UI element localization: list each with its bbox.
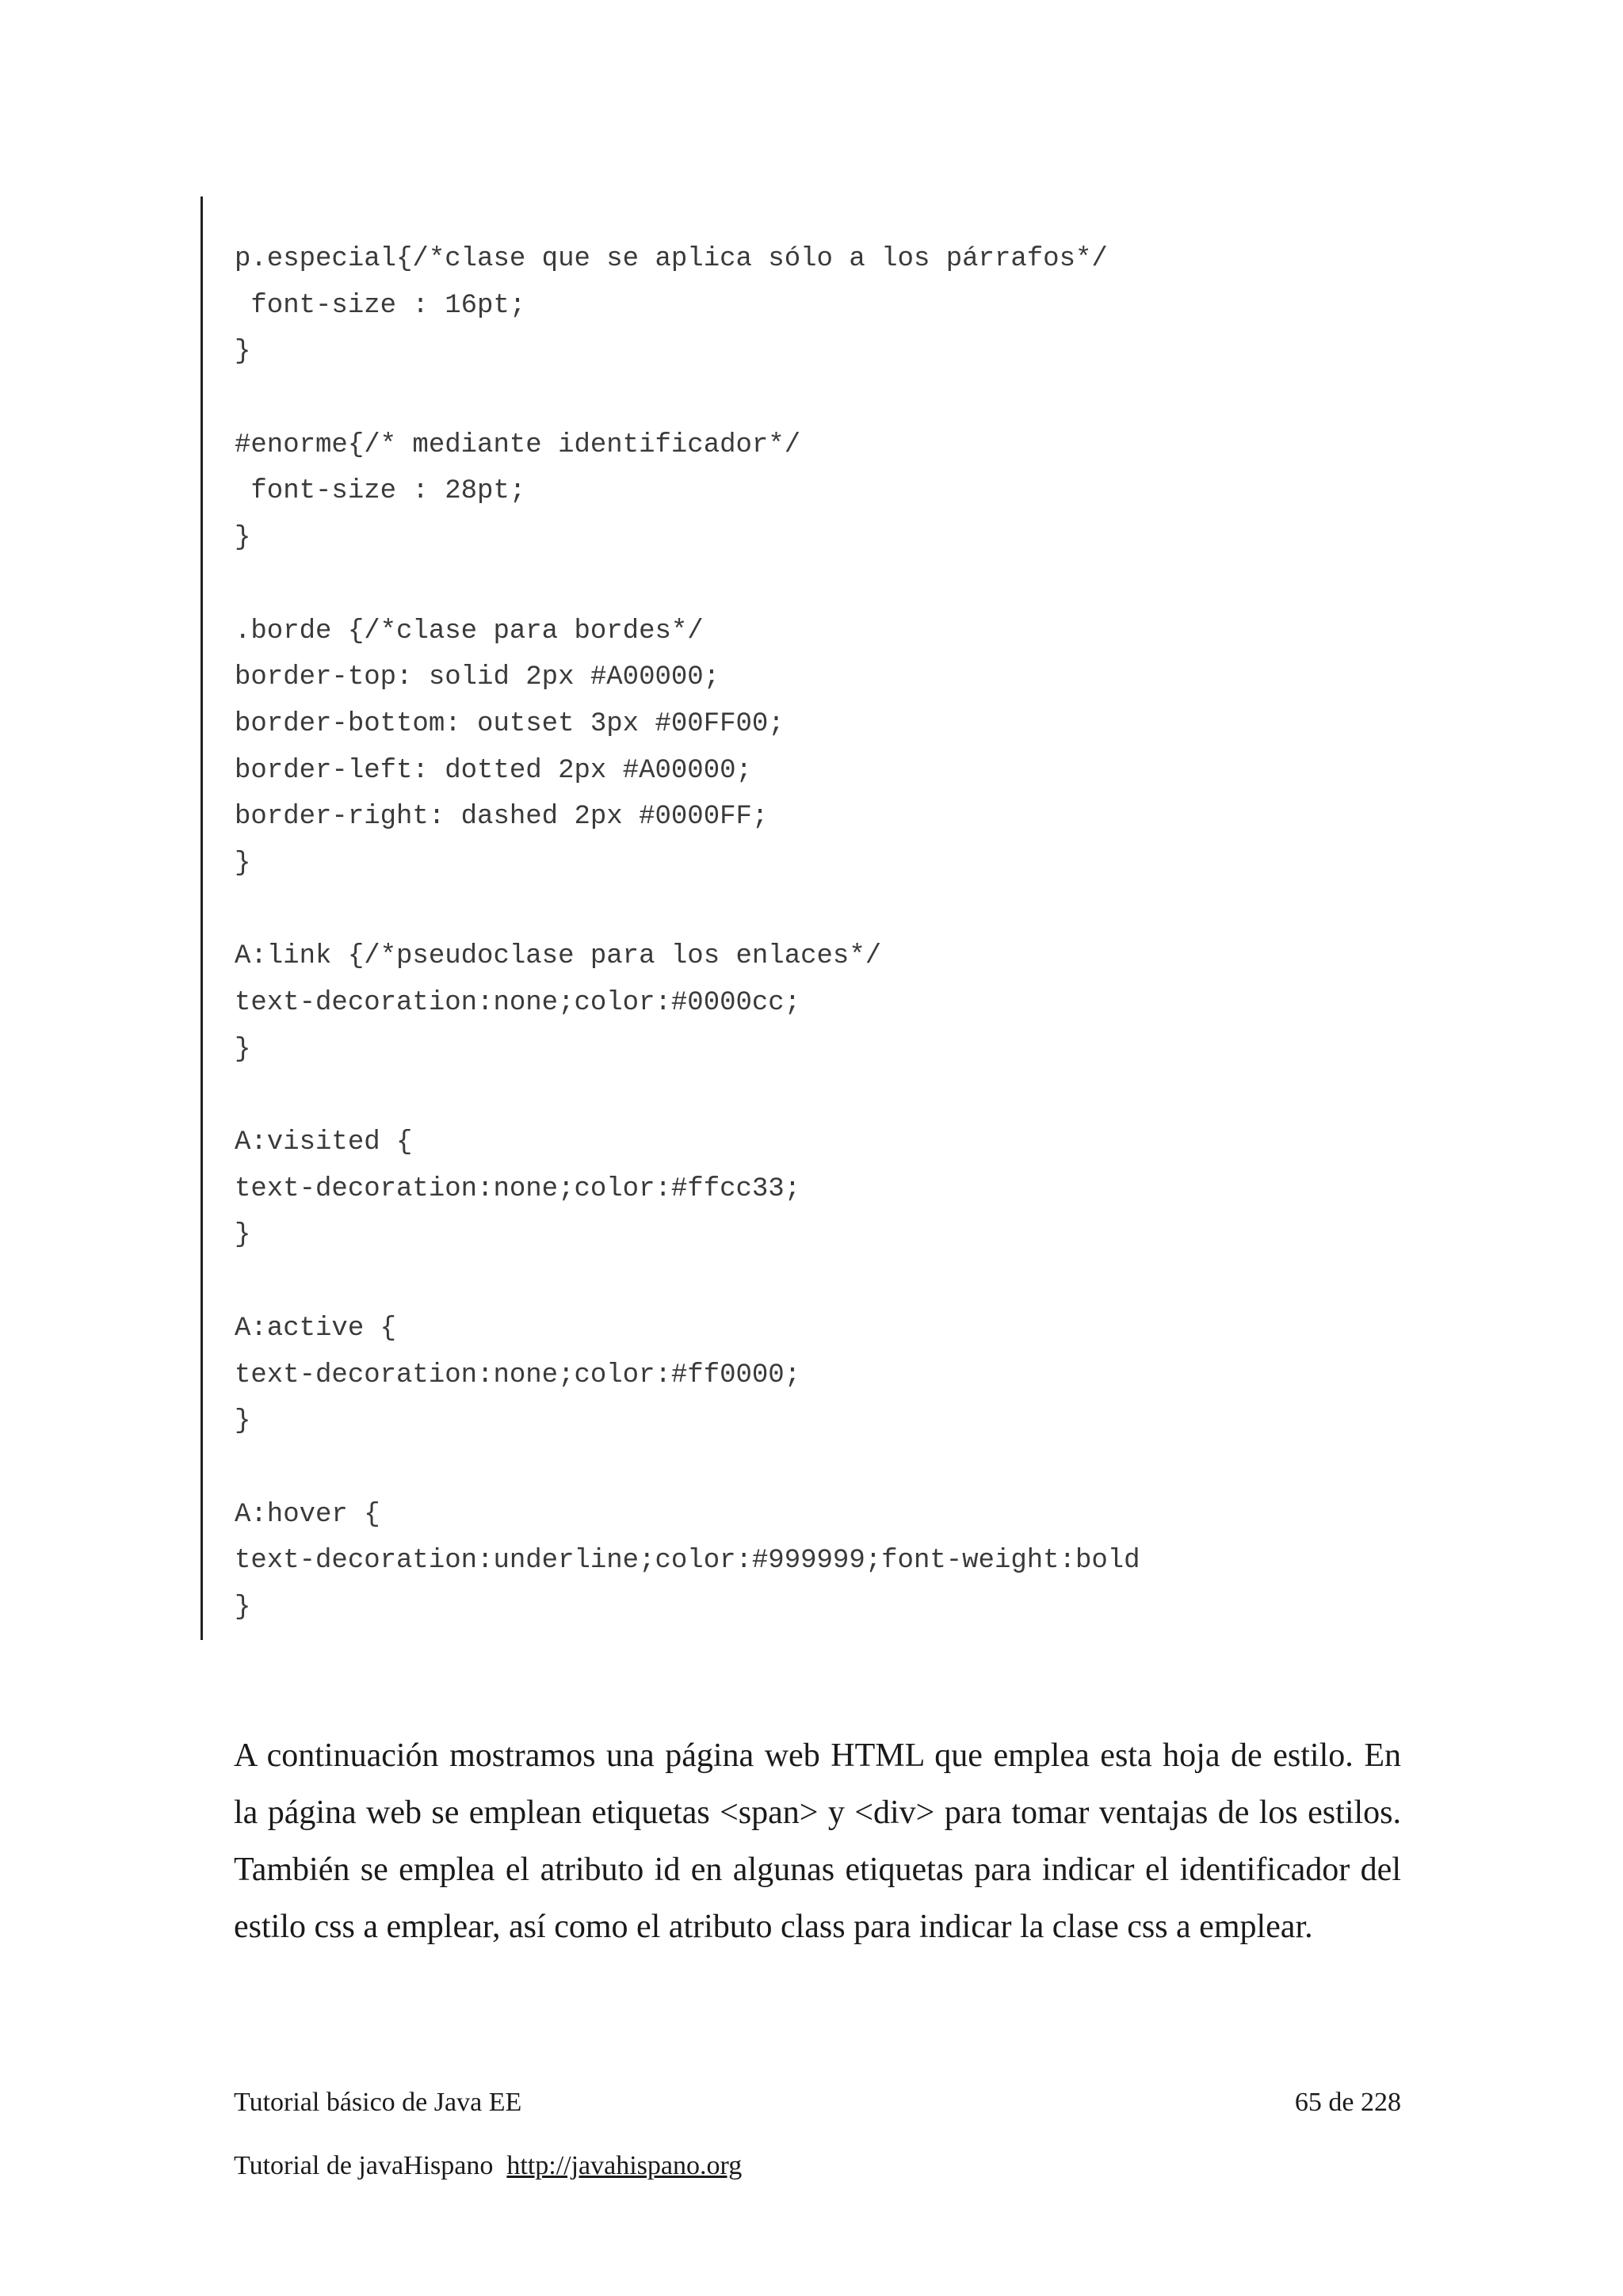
code-block (200, 196, 1392, 1640)
code-line: A:active { (235, 1313, 397, 1344)
code-line: text-decoration:none;color:#0000cc; (235, 988, 801, 1018)
code-line: } (235, 1220, 251, 1251)
footer-credit (234, 2149, 742, 2183)
code-line: } (235, 1406, 251, 1437)
code-line: text-decoration:none;color:#ffcc33; (235, 1173, 801, 1204)
code-lines (235, 236, 1140, 1631)
code-line (235, 376, 1140, 422)
code-line: p.especial{/*clase que se aplica sólo a los párrafos*/ (235, 244, 1108, 274)
code-line: font-size : 28pt; (235, 476, 526, 507)
code-line (235, 887, 1140, 934)
code-line: border-left: dotted 2px #A00000; (235, 755, 752, 786)
code-line: font-size : 16pt; (235, 290, 526, 321)
page-number: 65 de 228 (1294, 2088, 1401, 2117)
code-line: } (235, 1592, 251, 1623)
body-paragraph: A continuación mostramos una página web HTML que emplea esta hoja de estilo. En la página web se emplean etiquetas <span> y <div> para tomar ventajas de los estilos. También se emplea el atributo id en algunas etiquetas para indicar el identificador del estilo css a emplear, así como el atributo class para indicar la clase css a emplear. (234, 1737, 1401, 1945)
code-line: border-bottom: outset 3px #00FF00; (235, 708, 785, 739)
code-line (235, 562, 1140, 608)
code-line: } (235, 1034, 251, 1065)
code-line: .borde {/*clase para bordes*/ (235, 616, 704, 646)
footer-title: Tutorial básico de Java EE (234, 2088, 522, 2117)
code-line: A:hover { (235, 1499, 380, 1530)
footer-credit-text: Tutorial de javaHispano (234, 2151, 507, 2180)
code-line: A:visited { (235, 1127, 413, 1158)
code-line: } (235, 848, 251, 879)
code-line: border-right: dashed 2px #0000FF; (235, 802, 769, 833)
footer-link[interactable]: http://javahispano.org (506, 2151, 743, 2180)
code-line: } (235, 523, 251, 554)
code-line: text-decoration:none;color:#ff0000; (235, 1360, 801, 1390)
code-line: text-decoration:underline;color:#999999;font-weight:bold (235, 1546, 1140, 1577)
code-line (235, 1445, 1140, 1492)
code-line: #enorme{/* mediante identificador*/ (235, 429, 801, 460)
code-line (235, 1073, 1140, 1119)
code-line (235, 1259, 1140, 1306)
code-line: A:link {/*pseudoclase para los enlaces*/ (235, 941, 882, 972)
code-line: border-top: solid 2px #A00000; (235, 662, 720, 693)
code-line: } (235, 337, 251, 368)
